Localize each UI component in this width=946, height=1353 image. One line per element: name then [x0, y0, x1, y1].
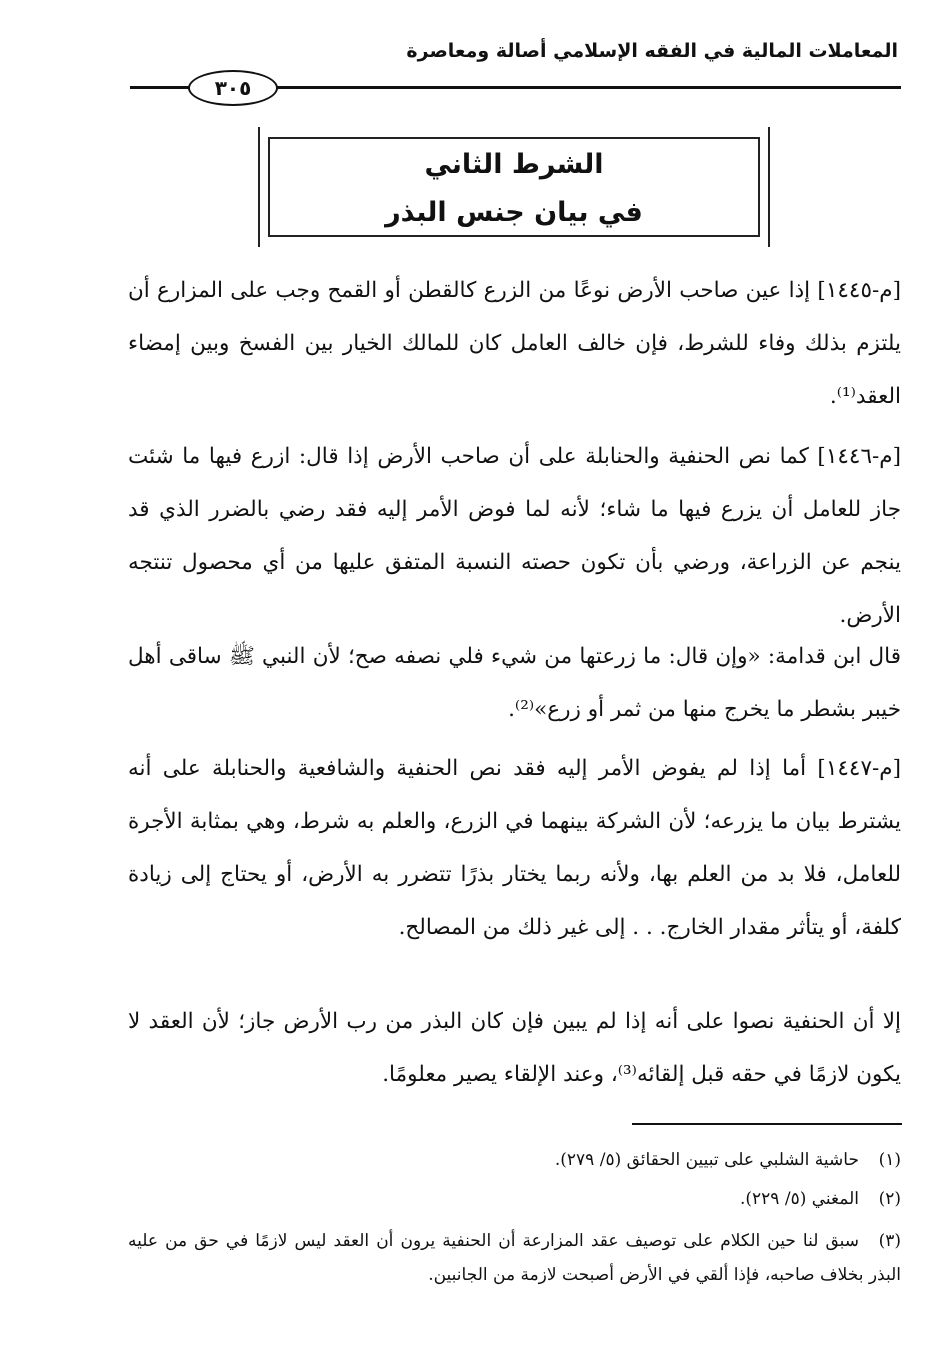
paragraph-hanafi-exception: إلا أن الحنفية نصوا على أنه إذا لم يبين فإن كان البذر من رب الأرض جاز؛ لأن العقد لا يكون لازمًا في حقه قبل إلقائه⁽³⁾، وعند الإلقاء يصير معلومًا. [128, 1009, 901, 1087]
footnote-2 [128, 1182, 901, 1216]
paragraph-ibn-qudama-quote: قال ابن قدامة: «وإن قال: ما زرعتها من شيء فلي نصفه صح؛ لأن النبي ﷺ ساقى أهل خيبر بشطر ما يخرج منها من ثمر أو زرع»⁽²⁾. [128, 644, 901, 722]
footnote-number: (٢) [878, 1189, 901, 1209]
paragraph-1447: [م-١٤٤٧] أما إذا لم يفوض الأمر إليه فقد نص الحنفية والشافعية والحنابلة على أنه يشترط بيان ما يزرعه؛ لأن الشركة بينهما في الزرع، والعلم به شرط، وهي بمثابة الأجرة للعامل، فلا بد من العلم بها، ولأنه ربما يختار بذرًا تتضرر به الأرض، أو يحتاج إلى زيادة كلفة، أو يتأثر مقدار الخارج. . . إلى غير ذلك من المصالح. [128, 756, 901, 940]
footnote-text: المغني (٥/ ٢٢٩). [739, 1189, 859, 1209]
paragraph-1446: [م-١٤٤٦] كما نص الحنفية والحنابلة على أن صاحب الأرض إذا قال: ازرع فيها ما شئت جاز للعامل أن يزرع فيها ما شاء؛ لأنه لما فوض الأمر إليه فقد رضي بالضرر الذي قد ينجم عن الزراعة، ورضي بأن تكون حصته النسبة المتفق عليها من أي محصول تنتجه الأرض. [128, 444, 901, 628]
footnote-3 [128, 1224, 901, 1292]
section-title-line2: في بيان جنس البذر [385, 197, 643, 228]
section-title-box [258, 127, 770, 247]
footnote-text: سبق لنا حين الكلام على توصيف عقد المزارعة أن الحنفية يرون أن العقد ليس لازمًا في حق من عليه البذر بخلاف صاحبه، فإذا ألقي في الأرض أصبحت لازمة من الجانبين. [128, 1231, 901, 1285]
section-title-line1: الشرط الثاني [424, 149, 604, 180]
page-number: ٣٠٥ [188, 70, 278, 106]
paragraph-1445: [م-١٤٤٥] إذا عين صاحب الأرض نوعًا من الزرع كالقطن أو القمح وجب على المزارع أن يلتزم بذلك وفاء للشرط، فإن خالف العامل كان للمالك الخيار بين الفسخ وبين إمضاء العقد⁽¹⁾. [128, 278, 901, 409]
footnote-1 [128, 1143, 901, 1177]
footnote-text: حاشية الشلبي على تبيين الحقائق (٥/ ٢٧٩). [554, 1150, 859, 1170]
footnote-number: (٣) [878, 1231, 901, 1251]
running-header: المعاملات المالية في الفقه الإسلامي أصالة ومعاصرة [406, 40, 898, 62]
footnote-number: (١) [878, 1150, 901, 1170]
footnote-separator [632, 1123, 902, 1125]
